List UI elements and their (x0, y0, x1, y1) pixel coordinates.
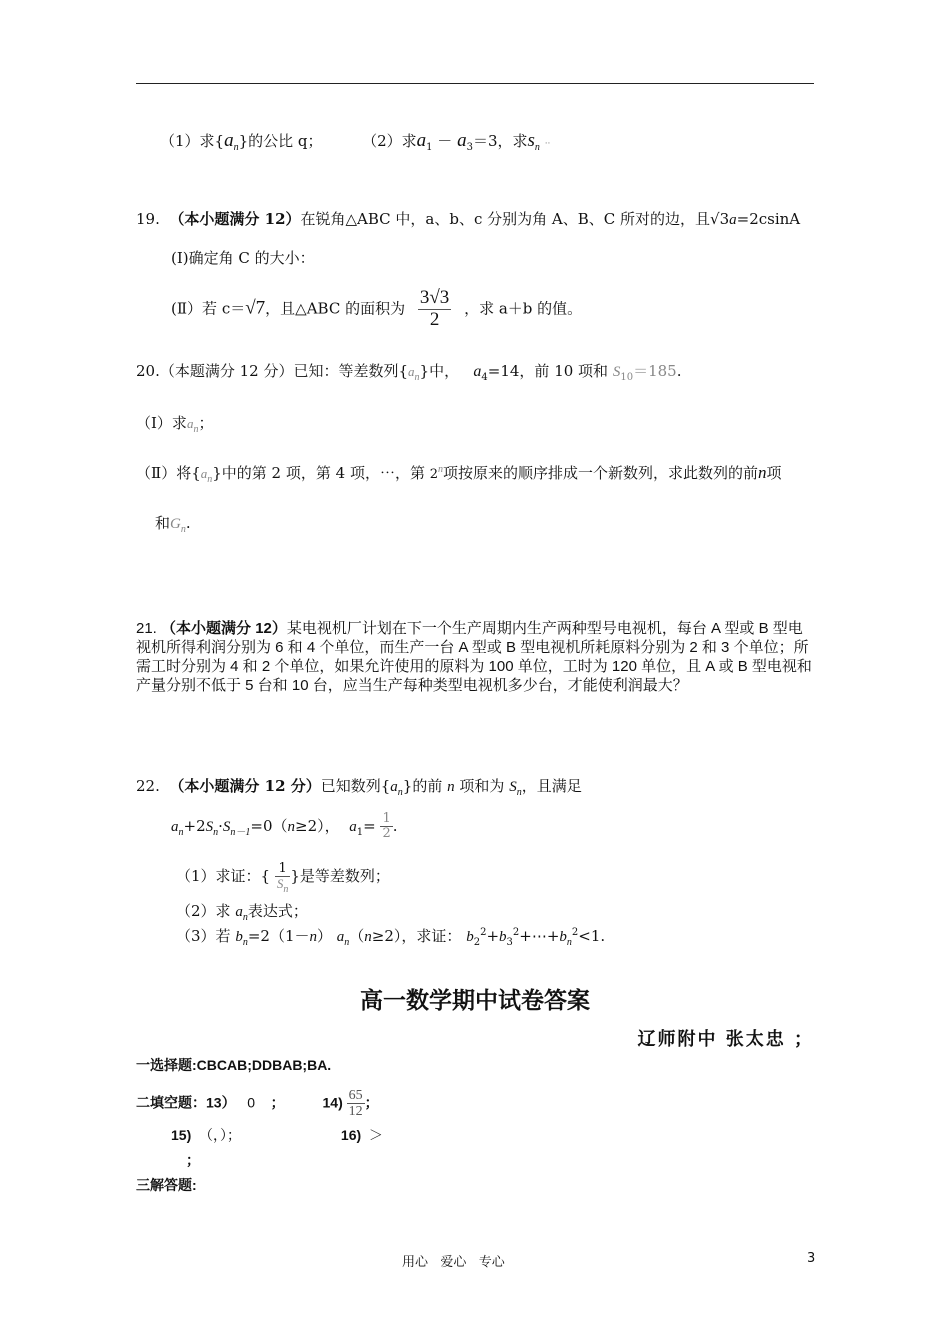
q22-reciprocal-fraction: $\frac{1}{S_n}$ (276, 861, 289, 896)
q22-stem: 22. （本小题满分 12 分）已知数列$\{a_n\}$的前 n 项和为 $S_n$，且满足 (136, 777, 582, 798)
q19-part2: (Ⅱ）若 c＝√7，且△ABC 的面积为 $\frac{3√3}{2}$ ，求 a＋b 的值。 (171, 287, 583, 330)
answers-15-16: 15) （，）； 16) ＞ (171, 1127, 383, 1143)
answers-solutions-label: 三解答题: (136, 1177, 197, 1193)
answers-fill-blank: 二填空题：13） 0 ； 14) $\frac{65}{12}$ ； (136, 1088, 379, 1120)
q20-part1: （Ⅰ）求$a_n$； (136, 414, 214, 435)
q22-half-fraction: $\frac{1}{2}$ (382, 811, 391, 842)
answers-multiple-choice: 一选择题:CBCAB;DDBAB;BA. (136, 1057, 332, 1073)
q22-part2: （2）求 $a_n$表达式； (176, 902, 308, 923)
q22-part1: （1）求证：{ $\frac{1}{S_n}$ }是等差数列； (176, 861, 390, 896)
answer-14-fraction: $\frac{65}{12}$ (348, 1088, 363, 1120)
q22-part3: （3）若 $b_n=2(1-n)$ $a_n(n\ge 2)$，求证： $b_2^2+b_3^2+\cdots+b_n^2<1$. (176, 927, 606, 948)
answers-author: 辽师附中 张太忠 ； (637, 1029, 814, 1050)
answers-title: 高一数学期中试卷答案 (360, 988, 590, 1014)
q19-part1: (Ⅰ)确定角 C 的大小： (171, 249, 315, 267)
q19-area-fraction: $\frac{3√3}{2}$ (419, 287, 450, 330)
q20-part2: （Ⅱ）将$\{a_n\}$中的第 2 项，第 4 项，⋯，第 2$^n$项按原来的顺序排成一个新数列，求此数列的前n项 (136, 463, 782, 485)
q21-paragraph: 21. （本小题满分 12）某电视机厂计划在下一个生产周期内生产两种型号电视机，每台 A 型或 B 型电视机所得利润分别为 6 和 4 个单位，而生产一台 A 型或 B 型电视机所耗原料分别为 2 和 3 个单位；所需工时分别为 4 和 2 个单位，如果允许使用的原料为 100 单位，工时为 120 单位，且 A 或 B 型电视和产量分别不低于 5 台和 10 台，应当生产每种类型电视机多少台，才能使利润最大？ (136, 620, 812, 694)
q20-stem: 20.（本题满分 12 分）已知：等差数列$\{a_n\}$中， $a_4=14$，前 10 项和 $S_{10}=185$. (136, 362, 682, 383)
page-number: 3 (807, 1251, 816, 1266)
footer-motto: 用心 爱心 专心 (402, 1255, 505, 1270)
q22-condition: $a_n+2S_n\cdot S_{n-1}=0(n\ge 2)$， $a_1=$ $\frac{1}{2}$ . (171, 811, 398, 842)
q20-part2-cont: 和$G_n$. (155, 514, 191, 535)
header-rule (136, 83, 814, 84)
answers-semicolon: ； (186, 1152, 200, 1168)
q18-line: （1）求$\{a_n\}$的公比 q； （2）求$a_1 - a_3=3$，求$s_n$ ·· (160, 130, 551, 153)
q19-stem: 19. （本小题满分 12）在锐角△ABC 中，a、b、c 分别为角 A、B、C 所对的边，且√3a=2csinA (136, 210, 801, 228)
